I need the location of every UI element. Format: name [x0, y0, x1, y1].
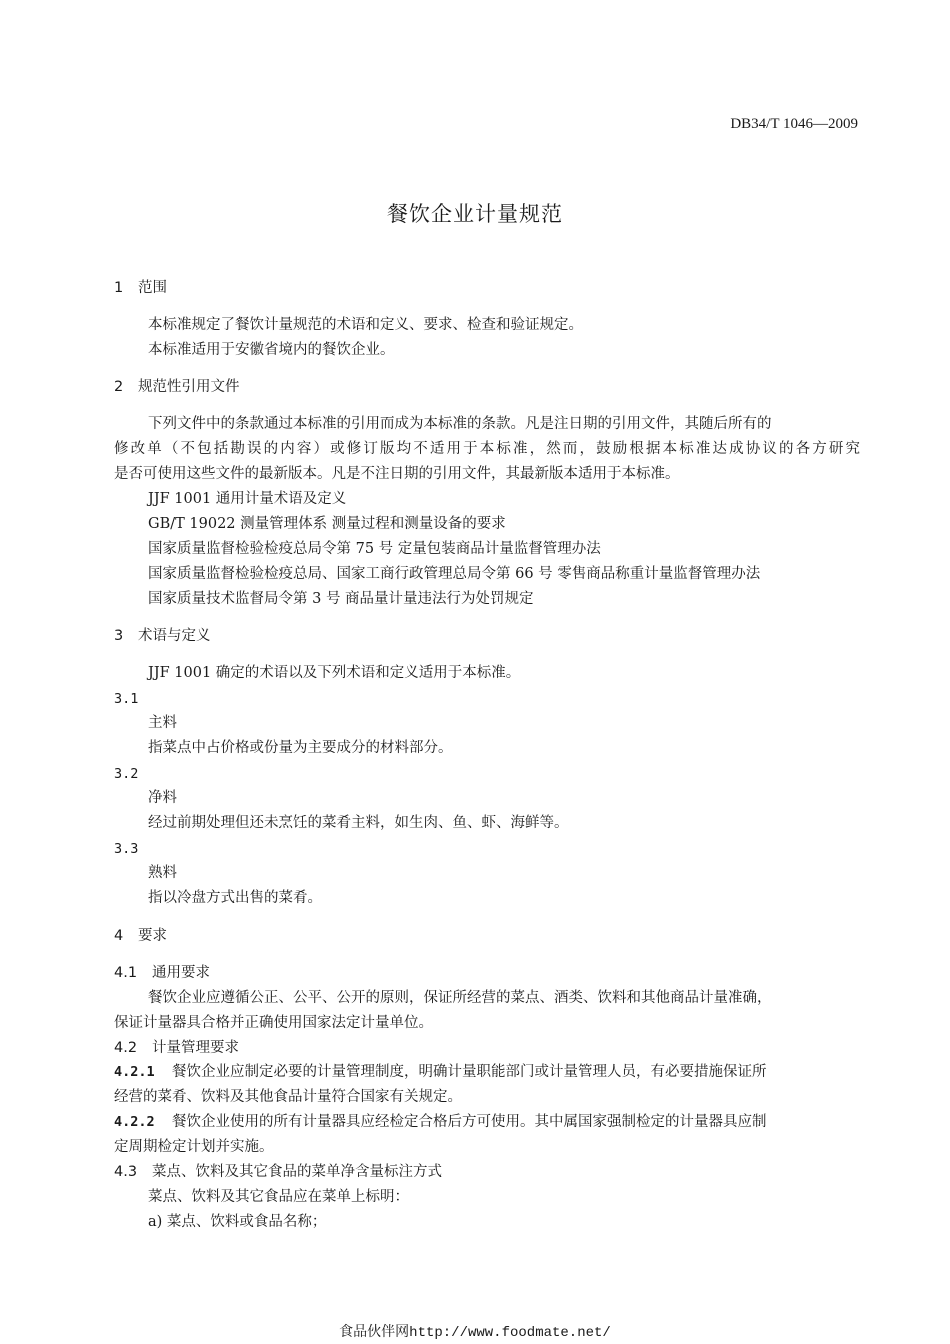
footer-url[interactable]: http://www.foodmate.net/ — [409, 1325, 611, 1341]
term-number: 3.2 — [114, 766, 139, 782]
section-title: 范围 — [138, 280, 167, 296]
paragraph-line: 下列文件中的条款通过本标准的引用而成为本标准的条款。凡是注日期的引用文件，其随后所有的 — [148, 416, 772, 432]
subsection-number: 4.3 — [114, 1164, 138, 1180]
paragraph: 本标准适用于安徽省境内的餐饮企业。 — [148, 342, 395, 358]
section-number: 2 — [114, 379, 124, 395]
clause-number: 4.2.2 — [114, 1114, 155, 1130]
term-name: 主料 — [148, 715, 177, 731]
standard-code: DB34/T 1046—2009 — [730, 116, 858, 132]
paragraph-line: 经营的菜肴、饮料及其他食品计量符合国家有关规定。 — [114, 1089, 462, 1105]
paragraph-line: 保证计量器具合格并正确使用国家法定计量单位。 — [114, 1015, 433, 1031]
term-number: 3.3 — [114, 841, 139, 857]
reference-item: JJF 1001 通用计量术语及定义 — [148, 491, 347, 507]
subsection-title: 计量管理要求 — [152, 1040, 239, 1056]
subsection-title: 通用要求 — [152, 965, 210, 981]
paragraph-line: 菜点、饮料及其它食品应在菜单上标明： — [148, 1189, 409, 1205]
subsection-4-2-heading — [114, 1038, 239, 1058]
clause-number: 4.2.1 — [114, 1064, 155, 1080]
paragraph-line: 是否可使用这些文件的最新版本。凡是不注日期的引用文件，其最新版本适用于本标准。 — [114, 466, 680, 482]
paragraph-line: 餐饮企业应遵循公正、公平、公开的原则，保证所经营的菜点、酒类、饮料和其他商品计量准确， — [148, 990, 772, 1006]
term-name: 净料 — [148, 790, 177, 806]
list-item: a) 菜点、饮料或食品名称； — [148, 1214, 327, 1230]
section-title: 术语与定义 — [138, 628, 211, 644]
section-title: 要求 — [138, 928, 167, 944]
footer-watermark — [0, 1322, 950, 1343]
subsection-4-3-heading — [114, 1162, 442, 1182]
clause-4-2-1 — [114, 1062, 767, 1082]
term-definition: 指菜点中占价格或份量为主要成分的材料部分。 — [148, 740, 453, 756]
clause-4-2-2 — [114, 1112, 767, 1132]
term-definition: 指以冷盘方式出售的菜肴。 — [148, 890, 322, 906]
subsection-4-1-heading — [114, 963, 210, 983]
term-definition: 经过前期处理但还未烹饪的菜肴主料，如生肉、鱼、虾、海鲜等。 — [148, 815, 569, 831]
paragraph: JJF 1001 确定的术语以及下列术语和定义适用于本标准。 — [148, 665, 521, 681]
footer-site-name: 食品伙伴网 — [339, 1324, 410, 1340]
section-number: 1 — [114, 280, 124, 296]
term-name: 熟料 — [148, 865, 177, 881]
clause-text: 餐饮企业使用的所有计量器具应经检定合格后方可使用。其中属国家强制检定的计量器具应制 — [172, 1114, 767, 1130]
subsection-number: 4.2 — [114, 1040, 138, 1056]
subsection-title: 菜点、饮料及其它食品的菜单净含量标注方式 — [152, 1164, 442, 1180]
reference-item: GB/T 19022 测量管理体系 测量过程和测量设备的要求 — [148, 516, 506, 532]
reference-item: 国家质量监督检验检疫总局、国家工商行政管理总局令第 66 号 零售商品称重计量监督管理办法 — [148, 566, 761, 582]
section-1-heading — [114, 278, 167, 298]
section-number: 3 — [114, 628, 124, 644]
reference-item: 国家质量技术监督局令第 3 号 商品量计量违法行为处罚规定 — [148, 591, 534, 607]
subsection-number: 4.1 — [114, 965, 138, 981]
reference-item: 国家质量监督检验检疫总局令第 75 号 定量包装商品计量监督管理办法 — [148, 541, 601, 557]
section-2-heading — [114, 377, 240, 397]
term-number: 3.1 — [114, 691, 139, 707]
paragraph-line: 定周期检定计划并实施。 — [114, 1139, 274, 1155]
paragraph-line: 修改单（不包括勘误的内容）或修订版均不适用于本标准，然而，鼓励根据本标准达成协议的各方研究 — [114, 441, 860, 457]
document-title: 餐饮企业计量规范 — [387, 202, 563, 226]
section-4-heading — [114, 926, 167, 946]
clause-text: 餐饮企业应制定必要的计量管理制度，明确计量职能部门或计量管理人员，有必要措施保证所 — [172, 1064, 767, 1080]
paragraph: 本标准规定了餐饮计量规范的术语和定义、要求、检查和验证规定。 — [148, 317, 583, 333]
section-number: 4 — [114, 928, 124, 944]
section-3-heading — [114, 626, 211, 646]
section-title: 规范性引用文件 — [138, 379, 240, 395]
